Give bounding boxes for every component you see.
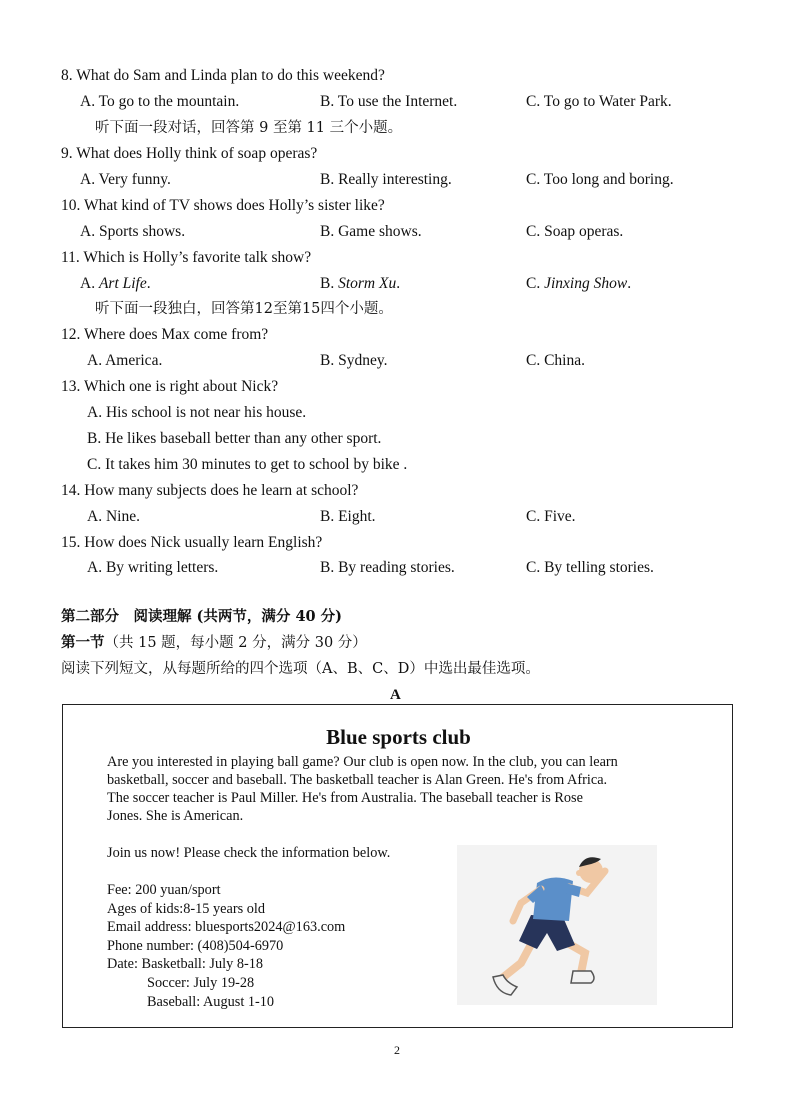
ad-fee: Fee: 200 yuan/sport	[107, 882, 221, 898]
question-10-option-b: B. Game shows.	[320, 223, 422, 240]
question-11-option-c	[526, 274, 631, 294]
question-9-stem: 9. What does Holly think of soap operas?	[61, 145, 318, 162]
runner-illustration	[457, 845, 657, 1005]
question-14-option-c: C. Five.	[526, 508, 576, 525]
question-15-option-b: B. By reading stories.	[320, 559, 455, 576]
question-15-option-a: A. By writing letters.	[87, 559, 219, 576]
question-9-option-c: C. Too long and boring.	[526, 171, 674, 188]
option-letter: A.	[80, 275, 99, 292]
instruction-9-11: 听下面一段对话，回答第 9 至第 11 三个小题。	[95, 120, 403, 136]
question-15-option-c: C. By telling stories.	[526, 559, 654, 576]
question-12-option-a: A. America.	[87, 352, 163, 369]
question-10-stem: 10. What kind of TV shows does Holly’s sister like?	[61, 197, 385, 214]
option-period: .	[146, 275, 151, 292]
ad-phone: Phone number: (408)504-6970	[107, 938, 284, 954]
question-8-option-a: A. To go to the mountain.	[80, 93, 240, 110]
section-one-label: 第一节	[61, 634, 105, 651]
ad-body-line: basketball, soccer and baseball. The basketball teacher is Alan Green. He's from Africa.	[107, 772, 608, 788]
page-number: 2	[394, 1043, 400, 1057]
question-14-option-a: A. Nine.	[87, 508, 140, 525]
ad-date-baseball: Baseball: August 1-10	[147, 994, 275, 1010]
question-9-option-b: B. Really interesting.	[320, 171, 452, 188]
question-11-option-a	[80, 274, 151, 294]
option-period: .	[396, 275, 401, 292]
question-13-option-a: A. His school is not near his house.	[87, 404, 307, 421]
question-14-stem: 14. How many subjects does he learn at school?	[61, 482, 359, 499]
option-letter: C.	[526, 275, 545, 292]
ad-date-soccer: Soccer: July 19-28	[147, 975, 255, 991]
question-8-option-b: B. To use the Internet.	[320, 93, 458, 110]
option-letter: B.	[320, 275, 339, 292]
question-12-stem: 12. Where does Max come from?	[61, 326, 269, 343]
section-one-heading	[61, 633, 367, 653]
question-13-option-b: B. He likes baseball better than any other sport.	[87, 430, 382, 447]
runner-icon	[457, 845, 657, 1005]
ad-join: Join us now! Please check the information below.	[107, 845, 391, 861]
question-10-option-a: A. Sports shows.	[80, 223, 186, 240]
question-9-option-a: A. Very funny.	[80, 171, 171, 188]
question-8-stem: 8. What do Sam and Linda plan to do this weekend?	[61, 67, 385, 84]
question-8-option-c: C. To go to Water Park.	[526, 93, 672, 110]
question-12-option-b: B. Sydney.	[320, 352, 388, 369]
option-period: .	[627, 275, 632, 292]
ad-ages: Ages of kids:8-15 years old	[107, 901, 266, 917]
question-12-option-c: C. China.	[526, 352, 585, 369]
reading-instruction: 阅读下列短文，从每题所给的四个选项（A、B、C、D）中选出最佳选项。	[61, 661, 540, 677]
question-11-option-b	[320, 274, 400, 294]
show-title: Jinxing Show	[544, 275, 628, 292]
instruction-12-15: 听下面一段独白，回答第12至第15四个小题。	[95, 301, 393, 317]
ad-body-line: Are you interested in playing ball game? Our club is open now. In the club, you can learn	[107, 754, 618, 770]
question-11-stem: 11. Which is Holly’s favorite talk show?	[61, 249, 312, 266]
passage-label: A	[390, 687, 401, 703]
ad-email: Email address: bluesports2024@163.com	[107, 919, 346, 935]
ad-date-basketball: Date: Basketball: July 8-18	[107, 956, 264, 972]
question-14-option-b: B. Eight.	[320, 508, 376, 525]
question-13-option-c: C. It takes him 30 minutes to get to school by bike .	[87, 456, 408, 473]
show-title: Art Life	[98, 275, 147, 292]
sports-club-ad	[62, 704, 733, 1028]
section-one-scoring: （共 15 题，每小题 2 分，满分 30 分）	[104, 635, 367, 651]
question-13-stem: 13. Which one is right about Nick?	[61, 378, 279, 395]
ad-body-line: Jones. She is American.	[107, 808, 244, 824]
ad-body-line: The soccer teacher is Paul Miller. He's from Australia. The baseball teacher is Rose	[107, 790, 583, 806]
question-15-stem: 15. How does Nick usually learn English?	[61, 534, 323, 551]
show-title: Storm Xu	[338, 275, 397, 292]
question-10-option-c: C. Soap operas.	[526, 223, 624, 240]
part-two-title: 第二部分 阅读理解 (共两节，满分 40 分)	[61, 608, 343, 625]
ad-title: Blue sports club	[326, 725, 471, 749]
